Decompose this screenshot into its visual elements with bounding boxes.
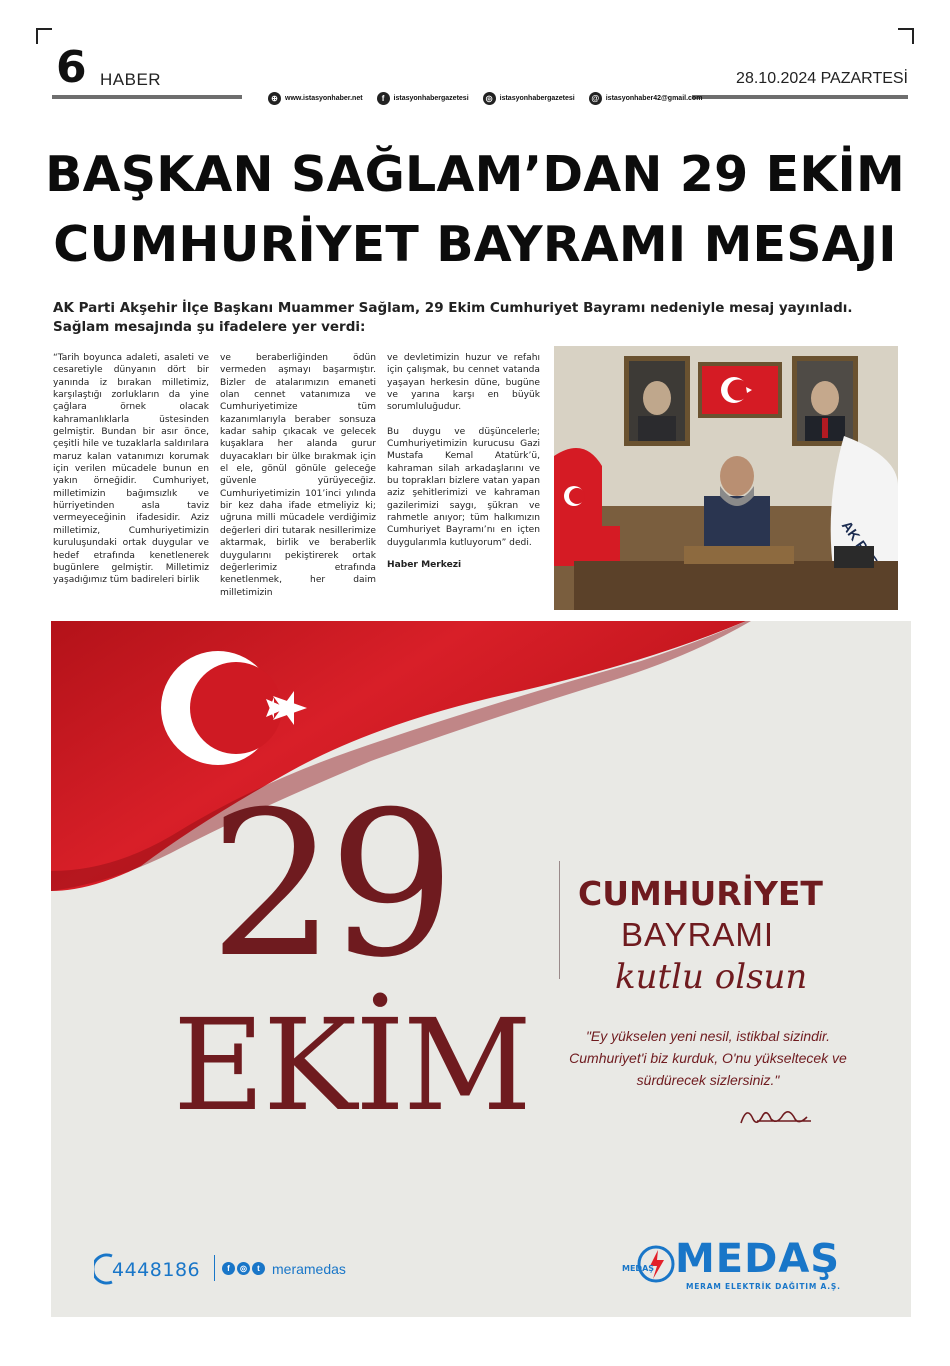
ataturk-quote: "Ey yükselen yeni nesil, istikbal sizindir. Cumhuriyet'i biz kurduk, O'nu yükseltecek ve sürdürecek sizlersiniz." (569, 1028, 847, 1088)
website-text: www.istasyonhaber.net (285, 95, 363, 102)
section-label: HABER (100, 70, 162, 89)
ad-title-cumhuriyet: CUMHURİYET (578, 874, 823, 913)
header-rule-right (692, 95, 908, 99)
article-headline (40, 140, 910, 280)
header-rule-left (52, 95, 242, 99)
ad-month-ekim: EKİM (173, 992, 530, 1139)
medas-small-logo-text: MEDAŞ (622, 1264, 655, 1273)
facebook-icon[interactable]: f (222, 1262, 235, 1275)
article-column-2 (220, 352, 376, 599)
contact-website[interactable] (268, 92, 363, 105)
contact-instagram[interactable] (483, 92, 575, 105)
instagram-icon[interactable]: ◎ (237, 1262, 250, 1275)
office-photo-illustration (554, 346, 898, 610)
instagram-text: istasyonhabergazetesi (499, 95, 575, 102)
medas-brand: MEDAŞ (675, 1236, 841, 1282)
article-column-3 (387, 352, 540, 572)
footer-divider (214, 1255, 215, 1281)
crop-mark-top-left (36, 28, 52, 44)
twitter-icon[interactable]: t (252, 1262, 265, 1275)
contact-email[interactable] (589, 92, 703, 105)
facebook-icon: f (377, 92, 390, 105)
page-number: 6 (56, 42, 87, 93)
contact-facebook[interactable] (377, 92, 469, 105)
at-icon: @ (589, 92, 602, 105)
medas-subtitle: MERAM ELEKTRİK DAĞITIM A.Ş. (686, 1282, 841, 1291)
article-lead: AK Parti Akşehir İlçe Başkanı Muammer Sağlam, 29 Ekim Cumhuriyet Bayramı nedeniyle mesaj yayınladı. Sağlam mesajında şu ifadelere yer verdi: (53, 300, 853, 335)
issue-date: 28.10.2024 PAZARTESİ (736, 70, 908, 87)
headline-line-2: CUMHURİYET BAYRAMI MESAJI (53, 216, 897, 273)
ad-title-bayrami: BAYRAMI (621, 916, 775, 953)
call-center-number[interactable]: 4448186 (112, 1259, 201, 1281)
globe-icon: ⊕ (268, 92, 281, 105)
article-byline: Haber Merkezi (387, 560, 462, 571)
article-photo (554, 346, 898, 610)
column-2-text: ve beraberliğinden ödün vermeden aşmayı başarmıştır. Bizler de atalarımızın emaneti olan cennet vatanımıza ve Cumhuriyetimize tüm kazanımlarıyla beraber sonsuza kadar sahip çıkacak ve gelecek kuşaklara her alanda gurur duyacakları bir ülke bırakmak için el ele, gönül gönüle geleceğe güvenle yürüyeceğiz. Cumhuriyetimizin 101’inci yılında bir kez daha ifade etmeliyiz ki; uğruna milli mücadele verdiğimiz değerleri diri tutarak nesillerimize aktarmak, birlik ve beraberlik duygularını pekiştirerek ortak değerlerimiz etrafında kenetlenmek, her daim milletimizin (220, 353, 376, 598)
article-column-1 (53, 352, 209, 587)
email-text: istasyonhaber42@gmail.com (605, 95, 703, 102)
medas-advertisement (51, 621, 911, 1317)
ad-vertical-divider (559, 861, 560, 979)
ad-greeting: kutlu olsun (615, 957, 808, 997)
headline-line-1: BAŞKAN SAĞLAM’DAN 29 EKİM (45, 146, 905, 203)
column-1-text: “Tarih boyunca adaleti, asaleti ve cesaretiyle dünyanın dört bir yanında iz bırakan milletimiz, karşılaştığı zorlukların da yine çağlara örnek olacak kahramanlıklarla üstesinden gelmiştir. Bundan bir asır önce, çeşitli hile ve tuzaklarla saldırılara maruz kalan vatanımızı korumak için verilen mücadele bunun en yakın örneğidir. Cumhuriyet, milletimizin bağımsızlık ve hürriyetinden asla taviz vermeyeceğinin ifadesidir. Aziz milletimiz, Cumhuriyetimizin kuruluşundaki ortak duygular ve hedef etrafında kenetlenerek bugünlere gelmiştir. Milletimiz yaşadığımız tüm badireleri birlik (53, 353, 209, 586)
facebook-text: istasyonhabergazetesi (393, 95, 469, 102)
column-3-paragraph-2: Bu duygu ve düşüncelerle; Cumhuriyetimizin kurucusu Gazi Mustafa Kemal Atatürk’ü, kahraman silah arkadaşlarını ve bu toprakları bizlere vatan yapan aziz şehitlerimizi ve kahraman gazilerimizi saygı, şükran ve rahmetle anıyor; tüm halkımızın Cumhuriyet Bayramı’nı en içten duygularımla kutluyorum” dedi. (387, 426, 540, 548)
ataturk-signature (737, 1101, 817, 1131)
ad-number-29: 29 (209, 769, 448, 1002)
social-icons (222, 1262, 265, 1275)
column-3-paragraph-1: ve devletimizin huzur ve refahı için çalışmak, bu cennet vatanda yaşayan herkesin düne, bugüne ve yarına karşı en büyük sorumluluğudur. (387, 353, 540, 413)
instagram-icon: ◎ (483, 92, 496, 105)
ak-parti-flag-text: AK (838, 517, 864, 544)
social-handle[interactable]: meramedas (272, 1261, 346, 1277)
contact-strip (268, 92, 702, 105)
